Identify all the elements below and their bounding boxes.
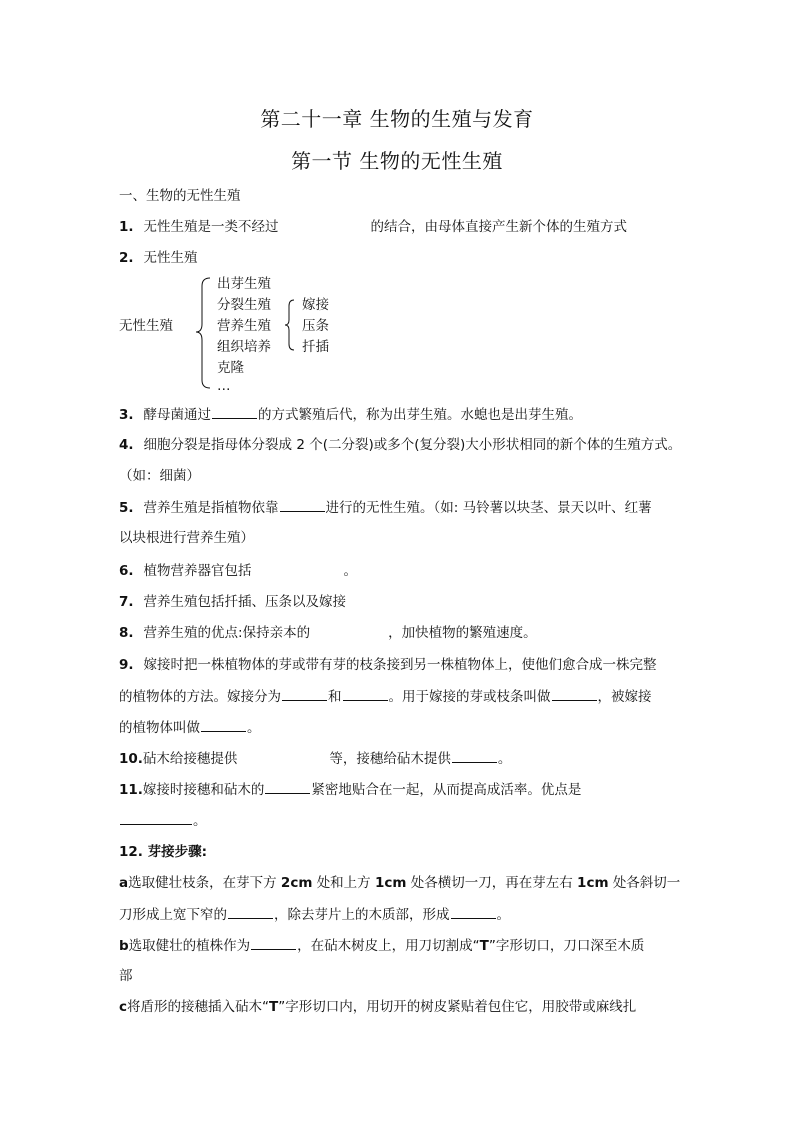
item-text: 的结合，由母体直接产生新个体的生殖方式 [370,219,628,235]
item-text: 紧密地贴合在一起，从而提高成活率。优点是 [311,782,582,798]
item-9 [119,655,657,675]
item-6 [119,561,357,581]
item-text: 无性生殖是一类不经过 [143,219,279,235]
item-number: 10. [119,751,143,767]
branch-ellipsis: … [217,378,231,394]
item-number: 6. [119,563,134,579]
item-text: 植物营养器官包括 [143,563,252,579]
step-a-line2 [119,904,510,925]
item-text: 营养生殖包括扦插、压条以及嫁接 [143,594,347,610]
item-text: 处各斜切一 [612,875,681,891]
item-text: 处和上方 [316,875,371,891]
brace-right [282,296,300,354]
item-5-continued: 以块根进行营养生殖） [119,530,254,546]
fill-blank [212,404,257,419]
item-text: 。 [247,720,261,736]
item-text: ，加快植物的繁殖速度。 [388,625,537,641]
section-title: 第一节 生物的无性生殖 [291,149,503,173]
item-text: 。 [193,813,207,829]
item-7 [119,592,346,612]
item-text: 。 [343,563,358,579]
item-text: 的植物体的方法。嫁接分为 [119,689,281,705]
item-number: 1. [119,219,134,235]
fill-blank [343,686,388,701]
item-12-heading: 12. 芽接步骤: [119,844,208,860]
sub-cutting: 扦插 [302,339,329,355]
item-number: 2. [119,250,134,266]
fill-blank [251,935,296,950]
item-text: ”字形切口，刀口深至木质 [488,938,645,954]
item-text: 嫁接时接穗和砧木的 [142,782,265,798]
item-text: 将盾形的接穗插入砧木“ [127,999,270,1015]
item-9-line3 [119,717,261,738]
item-4-continued: （如：细菌） [119,468,200,484]
item-text: ，被嫁接 [597,689,652,705]
t-letter: T [479,938,489,954]
step-b-line2: 部 [119,968,133,984]
step-label: c [119,999,128,1015]
measurement: 1cm [374,875,407,891]
item-8 [119,623,537,643]
branch-cloning: 克隆 [217,360,244,376]
t-letter: T [269,999,279,1015]
branch-vegetative: 营养生殖 [217,318,271,334]
fill-blank [265,779,310,794]
fill-blank [201,717,246,732]
item-text: 选取健壮的植株作为 [128,938,251,954]
item-text: 选取健壮枝条，在芽下方 [128,875,277,891]
item-text: ，在砧木树皮上，用刀切割成“ [297,938,480,954]
measurement: 1cm [577,875,609,891]
fill-blank [452,748,497,763]
item-number: 3. [119,407,134,423]
item-1 [119,217,627,237]
item-text: ，除去芽片上的木质部，形成 [274,907,450,923]
item-text: 。 [496,907,510,923]
item-text: 。用于嫁接的芽或枝条叫做 [388,689,551,705]
item-text: 砧木给接穗提供 [142,751,238,767]
item-text: 的植物体叫做 [119,720,200,736]
item-5 [119,497,652,518]
item-number: 11. [119,782,143,798]
item-text: 细胞分裂是指母体分裂成 2 个(二分裂)或多个(复分裂)大小形状相同的新个体的生殖方式。 [143,437,682,453]
item-11-line2 [119,810,207,831]
step-label: a [119,875,129,891]
item-text: 酵母菌通过 [143,407,212,423]
measurement: 2cm [280,875,313,891]
item-4 [119,435,681,455]
item-number: 7. [119,594,134,610]
item-text: 刀形成上宽下窄的 [119,907,227,923]
branch-fission: 分裂生殖 [217,297,271,313]
item-9-line2 [119,686,652,707]
item-number: 8. [119,625,134,641]
step-a [119,873,680,893]
step-label: b [119,938,129,954]
step-b [119,935,644,956]
fill-blank [228,904,273,919]
item-number: 5. [119,500,134,516]
fill-blank [280,497,325,512]
step-c [119,997,636,1017]
item-text: 的方式繁殖后代，称为出芽生殖。水螅也是出芽生殖。 [258,407,583,423]
branch-budding: 出芽生殖 [217,276,271,292]
sub-grafting: 嫁接 [302,297,329,313]
item-text: 无性生殖 [143,250,198,266]
item-text: ”字形切口内，用切开的树皮紧贴着包住它，用胶带或麻线扎 [278,999,637,1015]
item-text: 。 [497,751,512,767]
chapter-title: 第二十一章 生物的生殖与发育 [260,107,534,131]
fill-blank [282,686,327,701]
sub-layering: 压条 [302,318,329,334]
brace-left [190,272,220,394]
item-text: 处各横切一刀，再在芽左右 [410,875,573,891]
fill-blank [552,686,597,701]
item-10 [119,748,511,769]
item-2 [119,248,198,268]
item-3 [119,404,582,425]
part-heading: 一、生物的无性生殖 [119,188,241,204]
item-text: 嫁接时把一株植物体的芽或带有芽的枝条接到另一株植物体上，使他们愈合成一株完整 [143,657,657,673]
item-number: 9. [119,657,134,673]
item-text: 等，接穗给砧木提供 [329,751,451,767]
item-11 [119,779,581,800]
fill-blank [120,810,192,825]
fill-blank [451,904,496,919]
item-text: 和 [328,689,342,705]
item-text: 营养生殖的优点:保持亲本的 [143,625,311,641]
item-text: 进行的无性生殖。（如: 马铃薯以块茎、景天以叶、红薯 [325,500,652,516]
item-text: 营养生殖是指植物依靠 [143,500,279,516]
branch-tissue-culture: 组织培养 [217,339,271,355]
diagram-root-label: 无性生殖 [119,318,173,334]
item-number: 4. [119,437,134,453]
